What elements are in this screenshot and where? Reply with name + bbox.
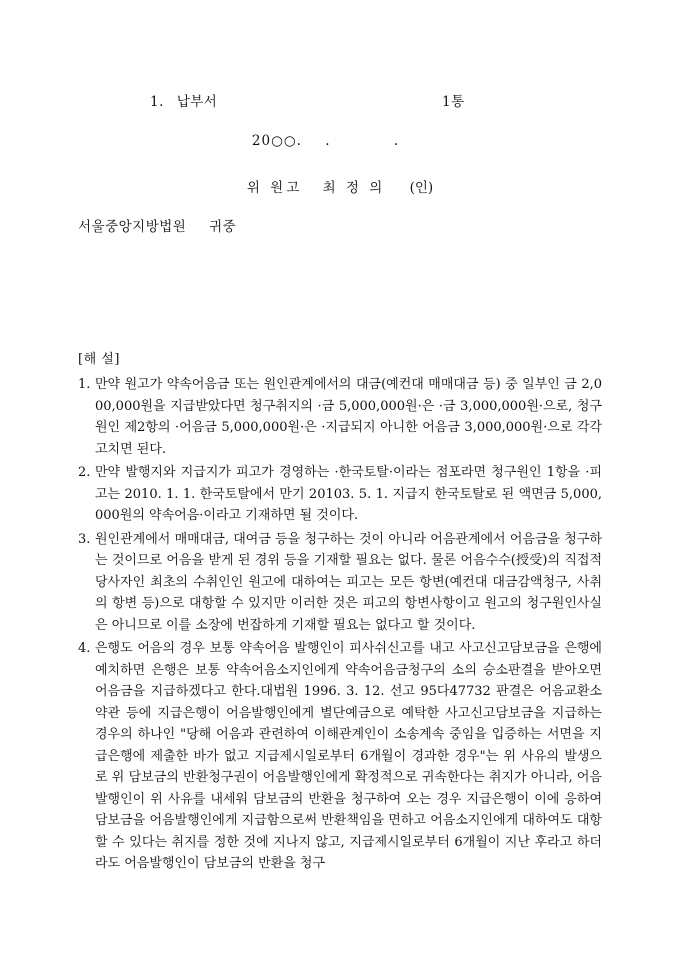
date-line (0, 133, 680, 149)
date-slots: . . (325, 133, 429, 149)
court-addressee: 귀중 (209, 219, 237, 235)
signer-name: 최 정 의 (322, 180, 386, 196)
commentary-note (78, 374, 602, 460)
note-number: 3. (78, 531, 91, 547)
attachment-line (150, 90, 602, 110)
date-year: 20○○. (251, 133, 302, 149)
commentary-title: [해 설] (78, 352, 120, 367)
note-text: 만약 원고가 약속어음금 또는 원인관계에서의 대금(예컨대 매매대금 등) 중 일부인 금 2,000,000원을 지급받았다면 청구취지의 ·금 5,000,000원·은 ·금 3,000,000원·으로, 청구원인 제2항의 ·어음금 5,000,000원·은 ·지급되지 아니한 어음금 3,000,000원·으로 각각 고치면 된다. (95, 377, 602, 457)
commentary-note (78, 529, 602, 637)
signer-prefix: 위 원고 (246, 180, 303, 196)
note-text: 원인관계에서 매매대금, 대여금 등을 청구하는 것이 아니라 어음관계에서 어음금을 청구하는 것이므로 어음을 받게 된 경위 등을 기재할 필요는 없다. 물론 어음수수(授受)의 직접적 당사자인 최초의 수취인인 원고에 대하여는 피고는 모든 항변(예컨대 대금감액청구, 사취의 항변 등)으로 대항할 수 있지만 이러한 것은 피고의 항변사항이고 원고의 청구원인사실은 아니므로 이를 소장에 번잡하게 기재할 필요는 없다고 할 것이다. (95, 531, 602, 633)
attachment-count: 1통 (442, 94, 465, 110)
note-text: 은행도 어음의 경우 보통 약속어음 발행인이 피사쉬신고를 내고 사고신고담보금을 은행에 예치하면 은행은 보통 약속어음소지인에게 약속어음금청구의 소의 승소판결을 받아오면 어음금을 지급하겠다고 한다.대법원 1996. 3. 12. 선고 95다47732 판결은 어음교환소약관 등에 지급은행이 어음발행인에게 별단예금으로 예탁한 사고신고담보금을 지급하는 경우의 하나인 "당해 어음과 관련하여 이해관계인이 소송계속 중임을 입증하는 서면을 지급은행에 제출한 바가 없고 지급제시일로부터 6개월이 경과한 경우"는 위 사유의 발생으로 위 담보금의 반환청구권이 어음발행인에게 확정적으로 귀속한다는 취지가 아니라, 어음발행인이 위 사유를 내세워 담보금의 반환을 청구하여 오는 경우 지급은행이 이에 응하여 담보금을 어음발행인에게 지급함으로써 반환책임을 면하고 어음소지인에게 대하여도 대항할 수 있다는 취지를 정한 것에 지나지 않고, 지급제시일로부터 6개월이 지난 후라고 하더라도 어음발행인이 담보금의 반환을 청구 (95, 641, 602, 871)
note-number: 2. (78, 465, 91, 480)
note-text: 만약 발행지와 지급지가 피고가 경영하는 ·한국토탈·이라는 점포라면 청구원인 1항을 ·피고는 2010. 1. 1. 한국토탈에서 만기 20103. 5. 1. 지급지 한국토탈로 된 액면금 5,000,000원의 약속어음·이라고 기재하면 될 것이다. (95, 465, 602, 523)
seal-mark: (인) (409, 180, 434, 196)
court-name: 서울중앙지방법원 (78, 219, 187, 235)
court-line (78, 215, 236, 235)
attachment-label: 납부서 (176, 94, 218, 110)
note-number: 4. (78, 641, 91, 656)
signer-line (0, 176, 680, 196)
note-number: 1. (78, 377, 91, 392)
commentary-note (78, 462, 602, 527)
commentary-section (78, 348, 602, 877)
commentary-note (78, 638, 602, 875)
attachment-number: 1. (150, 94, 164, 110)
